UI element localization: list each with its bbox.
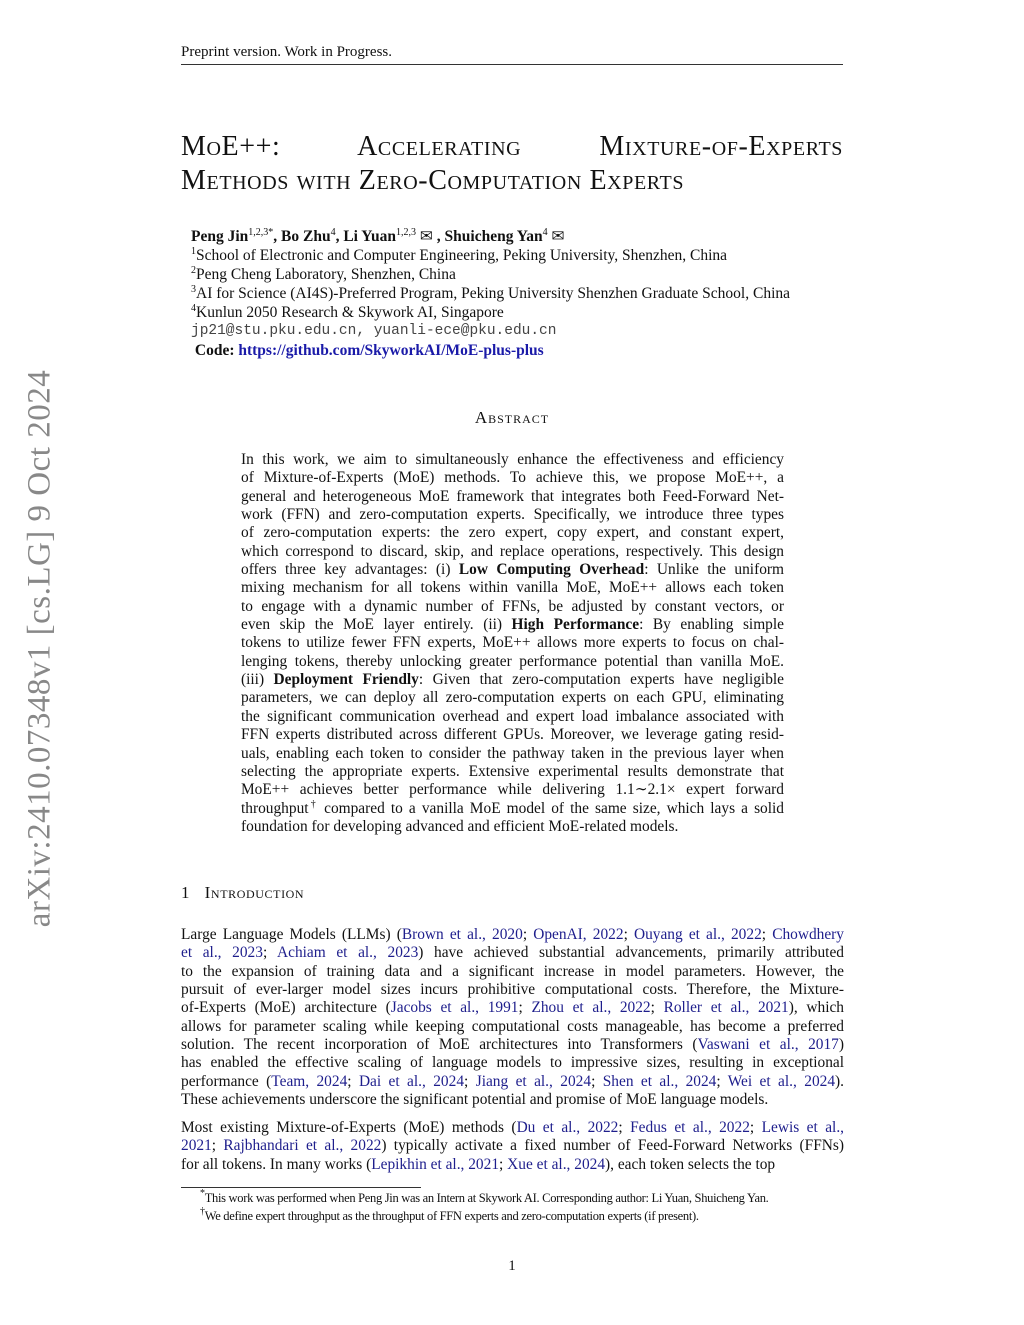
author-name: Bo Zhu: [281, 228, 331, 245]
citation-link[interactable]: Xue et al., 2024: [507, 1155, 606, 1173]
text-run: Large Language Models (LLMs) (: [181, 926, 402, 943]
author-sup: 4: [542, 227, 548, 238]
author-sup: 4: [330, 227, 336, 238]
text-line: [181, 1119, 844, 1137]
text-run: MoE++ achieves better performance while delivering 1.1∼2.1× expert forward: [241, 781, 784, 799]
text-run: foundation for developing advanced and efficient MoE-related models.: [241, 817, 679, 835]
title-line-1: MoE++: Accelerating Mixture-of-Experts: [181, 131, 843, 162]
text-line: [181, 999, 844, 1017]
affiliation: $^3$AI for Science (AI4S)-Preferred Program, Peking University Shenzhen Graduate School, China: [191, 284, 791, 302]
text-run: the significant communication overhead and expert load imbalance associated with: [241, 707, 784, 725]
text-run: performance (: [181, 1072, 272, 1090]
citation-link[interactable]: Shen et al., 2024: [602, 1072, 717, 1090]
text-run: ) typically activate a fixed number of Feed-Forward Networks (FFNs): [381, 1137, 845, 1155]
citation-link[interactable]: Du et al., 2022: [516, 1119, 619, 1136]
text-line: [241, 708, 784, 726]
abstract-body: [241, 451, 784, 836]
footnote: *This work was performed when Peng Jin was an Intern at Skywork AI. Corresponding author: Li Yuan, Shuicheng Yan.: [200, 1188, 769, 1205]
citation-link[interactable]: Lewis et al.,: [761, 1119, 845, 1136]
citation-link[interactable]: Jiang et al., 2024: [475, 1072, 592, 1090]
citation-link[interactable]: Chowdhery: [772, 926, 845, 943]
text-run: (iii): [241, 671, 274, 689]
text-run: tokens to utilize fewer FFN experts, MoE++ allows more experts to focus on chal-: [241, 634, 784, 652]
author-name: Li Yuan: [343, 228, 397, 245]
paper-title: [181, 130, 843, 198]
text-run: which correspond to discard, skip, and replace operations, respectively. This design: [241, 542, 784, 560]
citation-link[interactable]: Dai et al., 2024: [358, 1072, 465, 1090]
bold-term: Deployment Friendly: [273, 671, 419, 689]
intro-paragraph-2: [181, 1119, 844, 1174]
text-line: [181, 1137, 844, 1155]
text-run: of zero-computation experts: the zero expert, copy expert, and constant expert,: [241, 524, 784, 542]
section-number: 1: [181, 883, 191, 902]
text-line: [241, 800, 784, 818]
citation-link[interactable]: Roller et al., 2021: [663, 999, 789, 1017]
citation-link[interactable]: Achiam et al., 2023: [277, 944, 419, 962]
text-run: offers three key advantages: (i): [241, 561, 459, 579]
text-line: [241, 506, 784, 524]
citation-link[interactable]: Brown et al., 2020: [401, 926, 523, 943]
text-line: [241, 689, 784, 707]
bold-term: Low Computing Overhead: [458, 561, 645, 579]
code-link[interactable]: https://github.com/SkyworkAI/MoE-plus-plus: [238, 342, 544, 359]
affiliation: $^4$Kunlun 2050 Research & Skywork AI, Singapore: [191, 303, 504, 321]
text-line: [241, 781, 784, 799]
citation-link[interactable]: Vaswani et al., 2017: [697, 1036, 839, 1054]
text-line: [241, 671, 784, 689]
section-title: Introduction: [204, 883, 305, 902]
citation-link[interactable]: Wei et al., 2024: [727, 1072, 836, 1090]
running-header: Preprint version. Work in Progress.: [181, 44, 843, 65]
text-line: [181, 1036, 844, 1054]
text-line: [241, 653, 784, 671]
text-line: [181, 1073, 844, 1091]
text-line: [241, 488, 784, 506]
page-number: 1: [508, 1258, 516, 1274]
text-run: ;: [650, 999, 664, 1017]
citation-link[interactable]: Team, 2024: [271, 1072, 348, 1090]
text-line: [241, 745, 784, 763]
citation-link[interactable]: Fedus et al., 2022: [630, 1119, 750, 1136]
text-run: work (FFN) and zero-computation experts. Specifically, we introduce three types: [241, 506, 784, 524]
text-line: [241, 451, 784, 469]
citation-link[interactable]: Ouyang et al., 2022: [633, 926, 762, 943]
text-line: [241, 763, 784, 781]
text-line: [241, 726, 784, 744]
text-line: [181, 1156, 844, 1174]
text-line: [241, 524, 784, 542]
text-line: [241, 634, 784, 652]
text-run: ;: [518, 999, 532, 1017]
affiliation: $^1$School of Electronic and Computer Engineering, Peking University, Shenzhen, China: [191, 246, 728, 264]
text-line: [181, 1018, 844, 1036]
section-heading: [181, 883, 304, 903]
text-run: ;: [347, 1072, 359, 1090]
text-line: [181, 1054, 844, 1072]
title-line-2: Methods with Zero-Computation Experts: [181, 165, 685, 196]
text-line: [181, 981, 844, 999]
text-run: ;: [262, 944, 277, 962]
text-run: In this work, we aim to simultaneously enhance the effectiveness and efficiency: [241, 451, 784, 468]
text-line: [181, 926, 844, 944]
citation-link[interactable]: Jacobs et al., 1991: [390, 999, 519, 1017]
mail-icon: ✉: [419, 228, 433, 245]
text-run: ;: [618, 1119, 631, 1136]
text-run: mixing mechanism for all tokens within vanilla MoE, MoE++ allows each token: [241, 579, 784, 597]
text-run: : By enabling simple: [639, 616, 784, 634]
text-run: uals, enabling each token to consider the pathway taken in the previous layer when: [241, 744, 784, 762]
text-run: ;: [464, 1072, 476, 1090]
text-run: These achievements underscore the significant potential and promise of MoE language models.: [181, 1091, 769, 1109]
footnote-mark: †: [308, 798, 319, 810]
citation-link[interactable]: 2021: [181, 1137, 212, 1155]
text-run: : Given that zero-computation experts have negligible: [418, 671, 784, 689]
text-run: ;: [749, 1119, 762, 1136]
author-block: [191, 227, 851, 360]
author-list: Peng Jin$^{1,2,3*}$, Bo Zhu$^4$, Li Yuan$^{1,2,3}$ ✉ , Shuicheng Yan$^4$ ✉: [191, 227, 565, 245]
text-run: of-Experts (MoE) architecture (: [181, 999, 391, 1017]
citation-link[interactable]: et al., 2023: [181, 944, 263, 962]
text-line: [241, 598, 784, 616]
text-run: ;: [211, 1137, 224, 1155]
text-line: [241, 561, 784, 579]
text-run: ;: [716, 1072, 728, 1090]
text-run: parameters, we can deploy all zero-computation experts on each GPU, eliminating: [241, 689, 784, 707]
citation-link[interactable]: Rajbhandari et al., 2022: [223, 1137, 382, 1155]
text-line: [181, 1091, 844, 1109]
text-run: FFN experts distributed across different GPUs. Moreover, we leverage gating resid-: [241, 726, 784, 744]
footnote-rule: [181, 1187, 421, 1188]
text-run: ;: [522, 926, 534, 943]
citation-link[interactable]: OpenAI, 2022: [533, 926, 624, 943]
text-line: [181, 944, 844, 962]
text-line: [241, 818, 784, 836]
text-run: for all tokens. In many works (: [181, 1155, 372, 1173]
code-line: [191, 341, 851, 360]
text-run: of Mixture-of-Experts (MoE) methods. To achieve this, we propose MoE++, a: [241, 469, 784, 487]
author-sup: 1,2,3*: [248, 227, 274, 238]
text-run: ;: [591, 1072, 603, 1090]
text-line: [241, 579, 784, 597]
emails: jp21@stu.pku.edu.cn, yuanli-ece@pku.edu.cn: [191, 323, 557, 339]
abstract-heading: Abstract: [474, 408, 550, 427]
bold-term: High Performance: [511, 616, 640, 634]
text-run: general and heterogeneous MoE framework that integrates both Feed-Forward Net-: [241, 487, 784, 505]
text-run: lenging tokens, thereby unlocking greater performance potential than vanilla MoE.: [241, 652, 784, 670]
text-run: ): [838, 1036, 844, 1054]
text-line: [241, 543, 784, 561]
text-run: to the expansion of training data and a significant increase in model parameters. However, the: [181, 962, 844, 980]
author-name: Shuicheng Yan: [444, 228, 543, 245]
text-run: even skip the MoE layer entirely. (ii): [241, 616, 512, 634]
text-run: : Unlike the uniform: [644, 561, 785, 579]
mail-icon: ✉: [551, 228, 565, 245]
text-run: ) have achieved substantial advancements, primarily attributed: [418, 944, 844, 962]
text-run: ;: [623, 926, 634, 943]
text-run: ;: [761, 926, 773, 943]
text-line: [241, 616, 784, 634]
affiliation: $^2$Peng Cheng Laboratory, Shenzhen, China: [191, 265, 456, 283]
footnote: †We define expert throughput as the throughput of FFN experts and zero-computation experts (if present).: [200, 1206, 699, 1223]
author-name: Peng Jin: [191, 228, 249, 245]
author-sup: 1,2,3: [396, 227, 417, 238]
citation-link[interactable]: Lepikhin et al., 2021: [371, 1155, 500, 1173]
text-run: throughput: [241, 799, 309, 817]
text-run: ;: [499, 1155, 508, 1173]
text-run: selecting the appropriate experts. Extensive experimental results demonstrate that: [241, 762, 784, 780]
text-run: compared to a vanilla MoE model of the same size, which lays a solid: [318, 799, 785, 817]
text-run: solution. The recent incorporation of MoE architectures into Transformers (: [181, 1036, 698, 1054]
text-run: Most existing Mixture-of-Experts (MoE) methods (: [181, 1119, 517, 1136]
text-run: ), which: [788, 999, 845, 1017]
text-run: pursuit of ever-larger model sizes incurs prohibitive computational costs. Therefore, the Mixture-: [181, 981, 844, 999]
text-run: allows for parameter scaling while keeping computational costs manageable, has become a preferred: [181, 1017, 844, 1035]
citation-link[interactable]: Zhou et al., 2022: [531, 999, 651, 1017]
text-run: has enabled the effective scaling of language models to impressive sizes, resulting in exceptional: [181, 1054, 844, 1072]
text-run: ).: [835, 1072, 845, 1090]
text-run: ), each token selects the top: [605, 1155, 776, 1173]
text-run: to engage with a dynamic number of FFNs, be adjusted by constant vectors, or: [241, 597, 784, 615]
code-label: Code:: [194, 342, 235, 359]
text-line: [181, 963, 844, 981]
text-line: [241, 469, 784, 487]
arxiv-identifier: arXiv:2410.07348v1 [cs.LG] 9 Oct 2024: [21, 369, 58, 928]
intro-paragraph-1: [181, 926, 844, 1109]
